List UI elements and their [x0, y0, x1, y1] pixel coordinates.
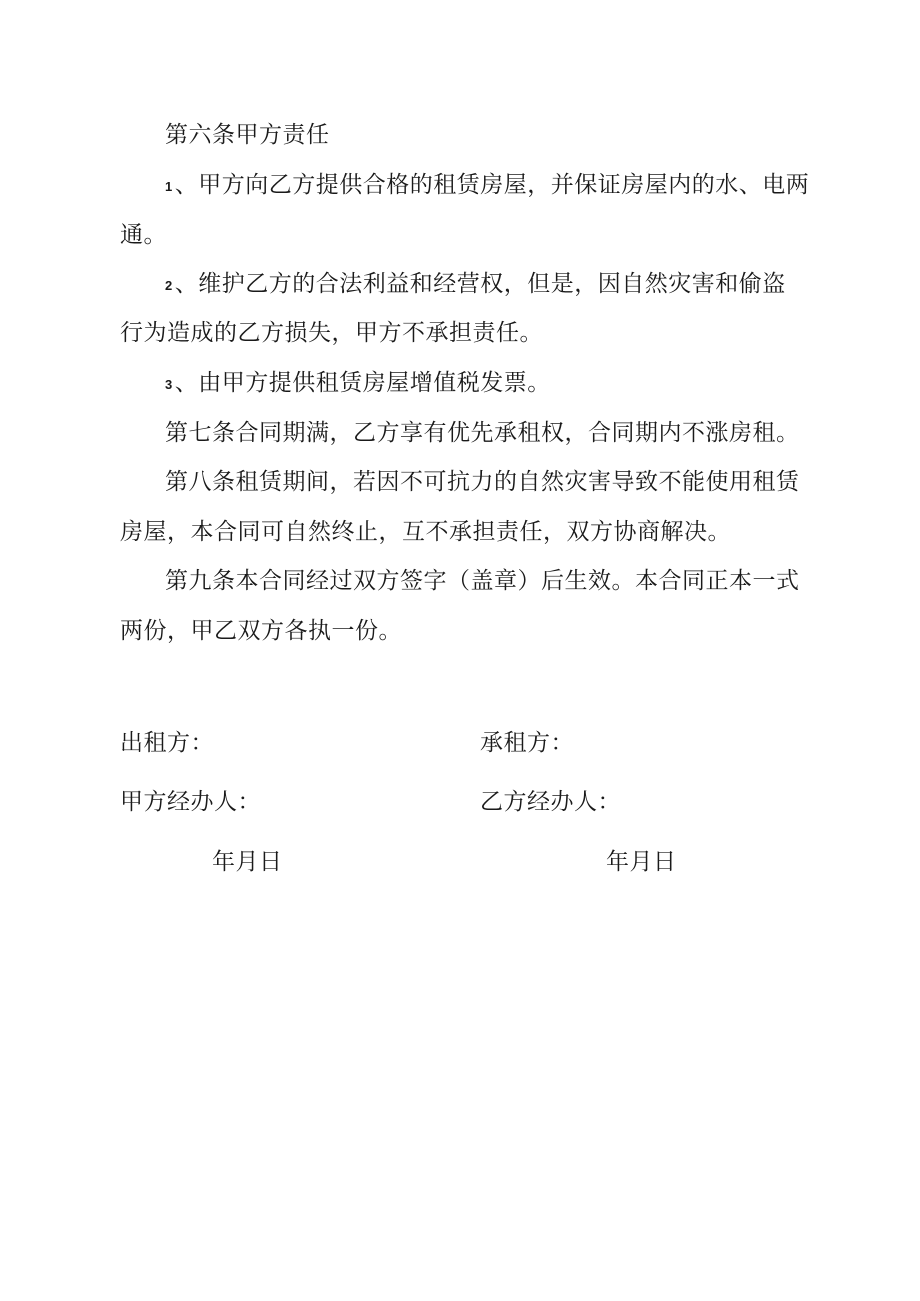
article-9-line-2: 两份，甲乙双方各执一份。: [120, 618, 402, 644]
article-6-title: 第六条甲方责任: [165, 122, 330, 148]
item-text: 、维护乙方的合法利益和经营权，但是，因自然灾害和偷盗: [174, 271, 786, 297]
party-b-agent-label: 乙方经办人：: [480, 789, 621, 815]
lessee-label: 承租方：: [480, 730, 574, 756]
item-number: 3: [165, 377, 173, 392]
lessor-label: 出租方：: [120, 730, 214, 756]
party-a-agent-label: 甲方经办人：: [120, 789, 261, 815]
item-3-line-1: [165, 368, 551, 400]
item-2-line-2: 行为造成的乙方损失，甲方不承担责任。: [120, 320, 543, 346]
article-7: 第七条合同期满，乙方享有优先承租权，合同期内不涨房租。: [165, 420, 800, 446]
article-8-line-2: 房屋，本合同可自然终止，互不承担责任，双方协商解决。: [120, 519, 731, 545]
article-9-line-1: 第九条本合同经过双方签字（盖章）后生效。本合同正本一式: [165, 568, 800, 594]
item-2-line-1: [165, 269, 786, 301]
item-1-line-2: 通。: [120, 222, 167, 248]
item-number: 1: [165, 179, 173, 194]
item-1-line-1: [165, 170, 809, 202]
date-right: 年月日: [606, 849, 677, 875]
item-number: 2: [165, 278, 173, 293]
item-text: 、由甲方提供租赁房屋增值税发票。: [174, 370, 551, 396]
date-left: 年月日: [212, 849, 283, 875]
article-8-line-1: 第八条租赁期间，若因不可抗力的自然灾害导致不能使用租赁: [165, 469, 800, 495]
item-text: 、甲方向乙方提供合格的租赁房屋，并保证房屋内的水、电两: [174, 172, 810, 198]
